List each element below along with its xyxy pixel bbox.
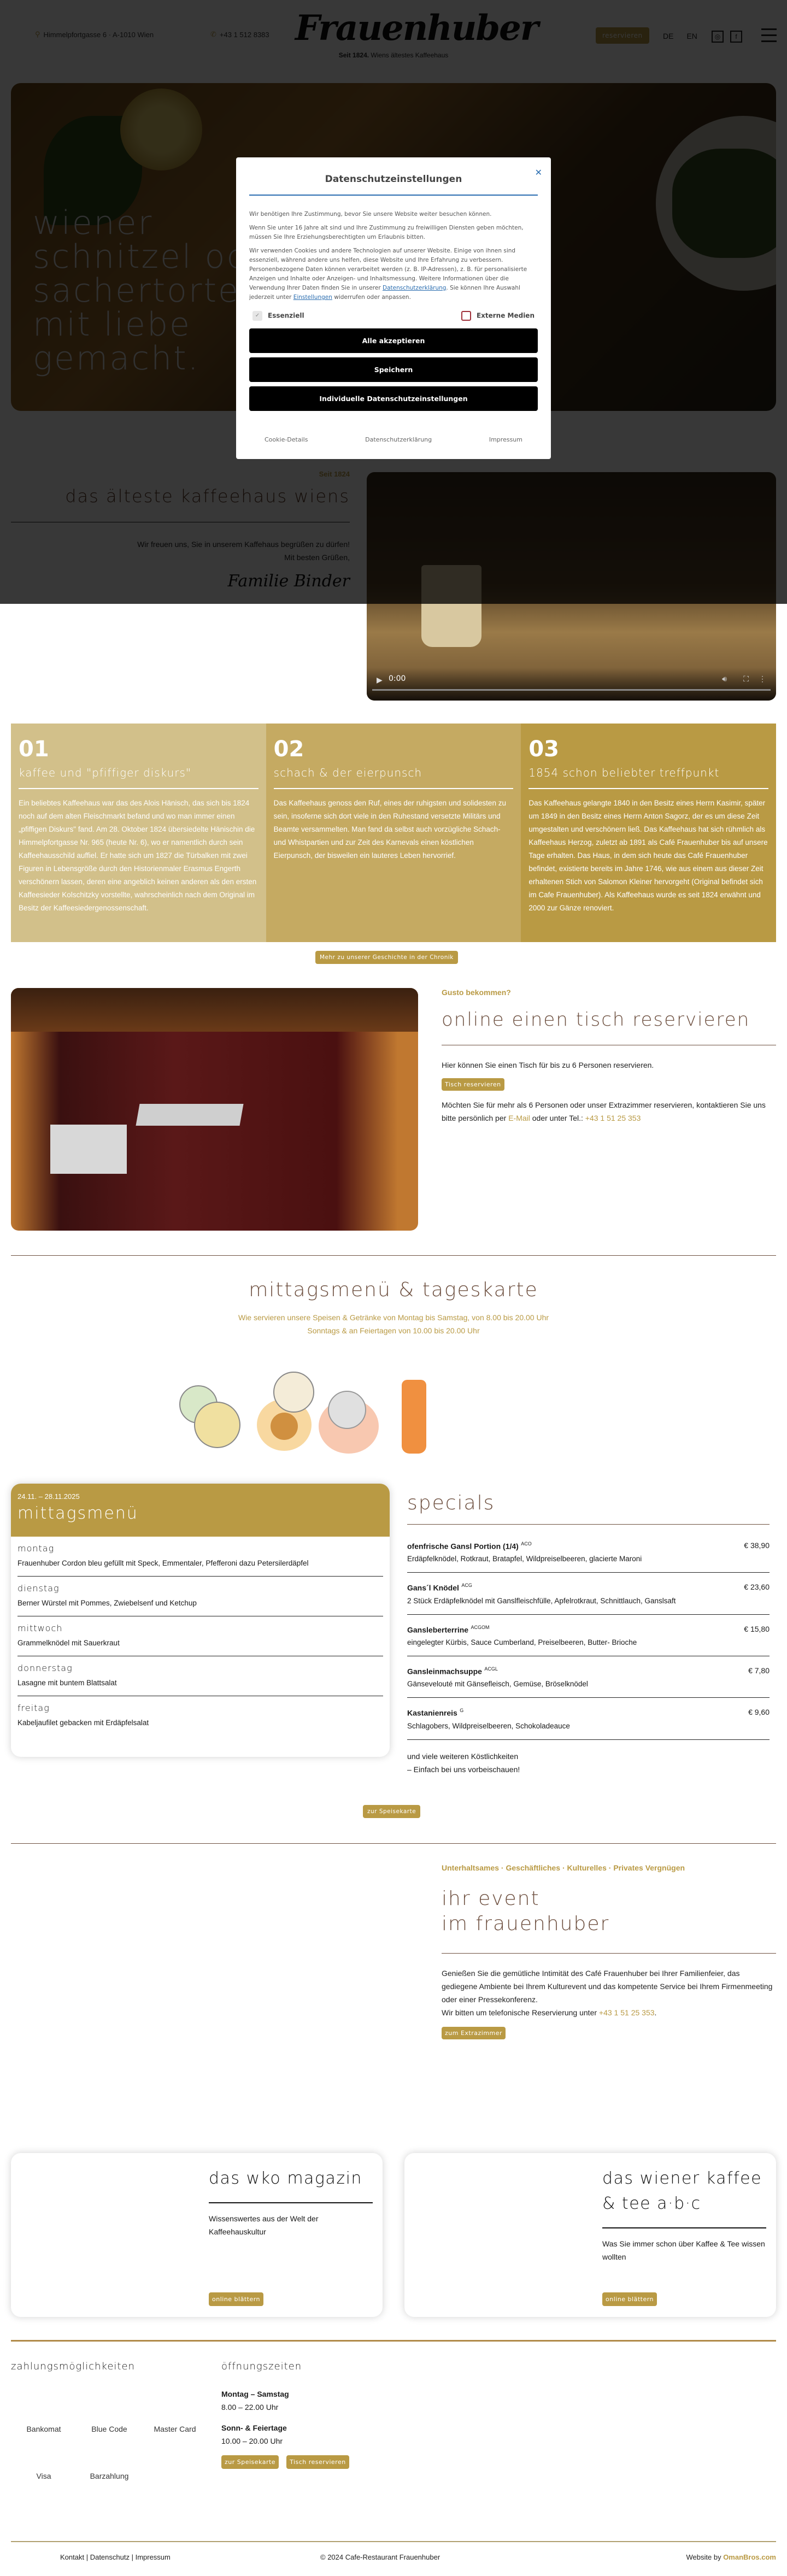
- specials-section: specials ofenfrische Gansl Portion (1/4) $^{ACO}$ € 38,90 Erdäpfelknödel, Rotkraut, Bratapfel, Wildpreiselbeeren, glacierte Maroni Gans´l Knödel $^{ACG}$ € 23,60 2 Stück Erdäpfelknödel mit Ganslfleischfülle, Apfelrotkraut, Schnittlauch, Ganslsaft Gansleberterrine $^{ACGOM}$ € 15,80 eingelegter Kürbis, Sauce Cumberland, Preiselbeeren, Butter- Brioche Gansleinmachsuppe $^{ACGL}$ € 7,80 Gänsevelouté mit Gänsefleisch, Gemüse, Bröselknödel Kastanienreis $^G$ € 9,60 Schlagobers, Wildpreiselbeeren, Schokoladeauce und viele weiteren Köstlichkeiten – Einfach bei uns vorbeischauen!: [407, 1492, 770, 1774]
- menu-day: donnerstag Lasagne mit buntem Blattsalat: [11, 1656, 390, 1696]
- special-item: ofenfrische Gansl Portion (1/4) $^{ACO}$ € 38,90 Erdäpfelknödel, Rotkraut, Bratapfel, Wildpreiselbeeren, glacierte Maroni: [407, 1541, 770, 1573]
- email-link[interactable]: E-Mail: [508, 1114, 530, 1122]
- check-icon: ✓: [252, 311, 262, 321]
- payment-visa: Visa: [36, 2472, 51, 2480]
- checkbox-external-media[interactable]: Externe Medien: [461, 311, 535, 321]
- menu-date: 24.11. – 28.11.2025: [17, 1492, 80, 1501]
- payment-methods: zahlungsmöglichkeiten Bankomat Blue Code Master Card Visa Barzahlung: [11, 2361, 208, 2480]
- cookie-details-link[interactable]: Cookie-Details: [265, 436, 308, 443]
- reservation-section: Gusto bekommen? online einen tisch reservieren Hier können Sie einen Tisch für bis zu 6 Personen reservieren. Tisch reservieren Möchten Sie für mehr als 6 Personen oder unser Extrazimmer reservieren, kontaktieren Sie uns bitte persönlich per E-Mail oder unter Tel.: +43 1 51 25 353: [442, 988, 776, 1125]
- dialog-title: Datenschutzeinstellungen: [325, 174, 462, 185]
- volume-icon[interactable]: 🔊︎: [722, 674, 727, 683]
- extra-room-button[interactable]: zum Extrazimmer: [442, 2027, 506, 2039]
- payment-bluecode: Blue Code: [91, 2425, 127, 2433]
- play-icon[interactable]: ▶: [377, 675, 383, 684]
- event-section: Unterhaltsames · Geschäftliches · Kulturelles · Privates Vergnügen ihr event im frauenhuber Genießen Sie die gemütliche Intimität des Café Frauenhuber bei Ihrer Familienfeier, das gediegene Ambiente bei Ihrem Kulturevent und das kompetente Service bei Ihrem Firmenmeeting oder einer Pressekonferenz. Wir bitten um telefonische Reservierung unter +43 1 51 25 353. zum Extrazimmer: [442, 1863, 776, 2039]
- settings-link[interactable]: Einstellungen: [293, 294, 332, 301]
- magazine-card-wko: das wko magazin Wissenswertes aus der Welt der Kaffeehauskultur online blättern: [11, 2153, 383, 2317]
- reserve-table-button[interactable]: Tisch reservieren: [442, 1078, 504, 1091]
- special-item: Kastanienreis $^G$ € 9,60 Schlagobers, Wildpreiselbeeren, Schokoladeauce: [407, 1708, 770, 1739]
- pago-juice-illustration: [402, 1380, 426, 1454]
- privacy-link[interactable]: Datenschutzerklärung: [365, 436, 432, 443]
- individual-settings-button[interactable]: Individuelle Datenschutzeinstellungen: [249, 386, 538, 411]
- cookie-consent-dialog: ✕ Datenschutzeinstellungen Wir benötigen Ihre Zustimmung, bevor Sie unsere Website weiter besuchen können. Wenn Sie unter 16 Jahre alt sind und Ihre Zustimmung zu freiwilligen Diensten geben möchten, müssen Sie Ihre Erziehungsberechtigten um Erlaubnis bitten. Wir verwenden Cookies und andere Technologien auf unserer Website. Einige von ihnen sind essenziell, während andere uns helfen, diese Website und Ihre Erfahrung zu verbessern. Personenbezogene Daten können verarbeitet werden (z. B. IP-Adressen), z. B. für personalisierte Anzeigen und Inhalte oder Anzeigen- und Inhaltsmessung. Weitere Informationen über die Verwendung Ihrer Daten finden Sie in unserer Datenschutzerklärung. Sie können Ihre Auswahl jederzeit unter Einstellungen widerrufen oder anpassen. ✓ Essenziell Externe Medien Alle akzeptieren Speichern Individuelle Datenschutzeinstellungen Cookie-Details Datenschutzerklärung Impressum: [236, 157, 551, 459]
- video-time: 0:00: [389, 674, 406, 683]
- accept-all-button[interactable]: Alle akzeptieren: [249, 328, 538, 353]
- special-item: Gansleberterrine $^{ACGOM}$ € 15,80 eingelegter Kürbis, Sauce Cumberland, Preiselbeeren, Butter- Brioche: [407, 1625, 770, 1656]
- credit-link[interactable]: OmanBros.com: [723, 2553, 776, 2561]
- reserve-table-button[interactable]: Tisch reservieren: [286, 2455, 349, 2469]
- checkbox-essential[interactable]: ✓ Essenziell: [252, 311, 304, 321]
- history-item: 03 1854 schon beliebter treffpunkt Das Kaffeehaus gelangte 1840 in den Besitz eines Herrn Kasimir, später um 1849 in den Besitz eines Herrn Anton Sagorz, der es um diese Zeit umgestalten und verschönern ließ. Das Kaffeehaus hat sich rühmlich als Kaffeehaus Herzog, zuletzt ab 1891 als Café Frauenhuber bis auf unsere Tage erhalten. Das Haus, in dem sich heute das Café Frauenhuber befindet, existierte bereits im Jahre 1746, wie aus einem aus dieser Zeit erhaltenen Stich von Salomon Kleiner hervorgeht (Original befindet sich im Cafe Frauenhuber). Als Kaffeehaus wurde es seit 1824 erwähnt und 2000 zur Gänze renoviert.: [521, 724, 776, 942]
- reservation-title: online einen tisch reservieren: [442, 1009, 750, 1031]
- food-illustrations: [164, 1369, 623, 1456]
- opening-hours: öffnungszeiten Montag – Samstag 8.00 – 22.00 Uhr Sonn- & Feiertage 10.00 – 20.00 Uhr zur Speisekarte Tisch reservieren: [221, 2361, 407, 2469]
- menu-day: dienstag Berner Würstel mit Pommes, Zwiebelsenf und Ketchup: [11, 1577, 390, 1616]
- cafe-interior-image: [11, 988, 418, 1231]
- menu-button[interactable]: zur Speisekarte: [221, 2455, 279, 2469]
- footer-link-contact[interactable]: Kontakt: [60, 2553, 85, 2561]
- imprint-link[interactable]: Impressum: [489, 436, 522, 443]
- payment-cash: Barzahlung: [90, 2472, 129, 2480]
- lunch-header: mittagsmenü & tageskarte Wie servieren unsere Speisen & Getränke von Montag bis Samstag, von 8.00 bis 20.00 Uhr Sonntags & an Feiertagen von 10.00 bis 20.00 Uhr: [238, 1279, 549, 1335]
- browse-online-button[interactable]: online blättern: [209, 2292, 263, 2306]
- magazine-card-abc: das wiener kaffee & tee a·b·c Was Sie immer schon über Kaffee & Tee wissen wollten online blättern: [404, 2153, 776, 2317]
- payment-mastercard: Master Card: [154, 2425, 196, 2433]
- history-item: 01 kaffee und "pfiffiger diskurs" Ein beliebtes Kaffeehaus war das des Alois Hänisch, das sich bis 1824 noch auf dem alten Fleischmarkt befand und wo man immer einen „pfiffigen Diskurs" fand. Am 28. Oktober 1824 übersiedelte Hänischin die Himmelpfortgasse Nr. 965 (heute Nr. 6), wo er namentlich durch sein Kaffeehausschild auffiel. Er hatte sich um 1827 die Türbalken mit zwei Figuren in Lebensgröße durch den Historienmaler Erasmus Engerth verschönern lassen, deren eine angeblich keinen anderen als den ersten Kaffeesieder Kolschitzky vorstellte, wahrscheinlich nach dem Original im Besitz der Kaffeesiedergenossenschaft.: [11, 724, 266, 942]
- video-progress-bar[interactable]: [372, 689, 771, 691]
- chronik-button[interactable]: Mehr zu unserer Geschichte in der Chronik: [315, 951, 458, 964]
- event-phone-link[interactable]: +43 1 51 25 353: [598, 2008, 655, 2017]
- menu-day: mittwoch Grammelknödel mit Sauerkraut: [11, 1616, 390, 1656]
- footer-link-imprint[interactable]: Impressum: [135, 2553, 171, 2561]
- phone-link[interactable]: +43 1 51 25 353: [585, 1114, 641, 1122]
- history-item: 02 schach & der eierpunsch Das Kaffeehaus genoss den Ruf, eines der ruhigsten und solidesten zu sein, insoferne sich dort viele in den Ruhestand versetzte Militärs und Beamte versammelten. Man fand da selbst auch vorzügliche Schach- und Whistpartien und zur Zeit des Karnevals einen köstlichen Eierpunsch, der bisweilen ein lauteres Leben hervorrief.: [266, 724, 521, 942]
- privacy-policy-link[interactable]: Datenschutzerklärung: [382, 285, 447, 291]
- more-options-icon[interactable]: ⋮: [759, 674, 766, 683]
- save-button[interactable]: Speichern: [249, 357, 538, 382]
- close-icon[interactable]: ✕: [535, 167, 542, 178]
- history-section: [11, 724, 776, 942]
- special-item: Gansleinmachsuppe $^{ACGL}$ € 7,80 Gänsevelouté mit Gänsefleisch, Gemüse, Bröselknödel: [407, 1666, 770, 1698]
- menu-day: freitag Kabeljaufilet gebacken mit Erdäpfelsalat: [17, 1703, 149, 1727]
- menu-button[interactable]: zur Speisekarte: [363, 1805, 420, 1818]
- menu-day: montag Frauenhuber Cordon bleu gefüllt mit Speck, Emmentaler, Pfefferoni dazu Petersilerdäpfel: [11, 1537, 390, 1577]
- weekly-menu-card: 24.11. – 28.11.2025 mittagsmenü montag Frauenhuber Cordon bleu gefüllt mit Speck, Emmentaler, Pfefferoni dazu Petersilerdäpfel dienstag Berner Würstel mit Pommes, Zwiebelsenf und Ketchup mittwoch Grammelknödel mit Sauerkraut donnerstag Lasagne mit buntem Blattsalat freitag Kabeljaufilet gebacken mit Erdäpfelsalat: [11, 1484, 390, 1757]
- special-item: Gans´l Knödel $^{ACG}$ € 23,60 2 Stück Erdäpfelknödel mit Ganslfleischfülle, Apfelrotkraut, Schnittlauch, Ganslsaft: [407, 1583, 770, 1614]
- footer-link-privacy[interactable]: Datenschutz: [90, 2553, 130, 2561]
- browse-online-button[interactable]: online blättern: [602, 2292, 657, 2306]
- payment-bankomat: Bankomat: [26, 2425, 61, 2433]
- fullscreen-icon[interactable]: ⛶: [743, 674, 749, 683]
